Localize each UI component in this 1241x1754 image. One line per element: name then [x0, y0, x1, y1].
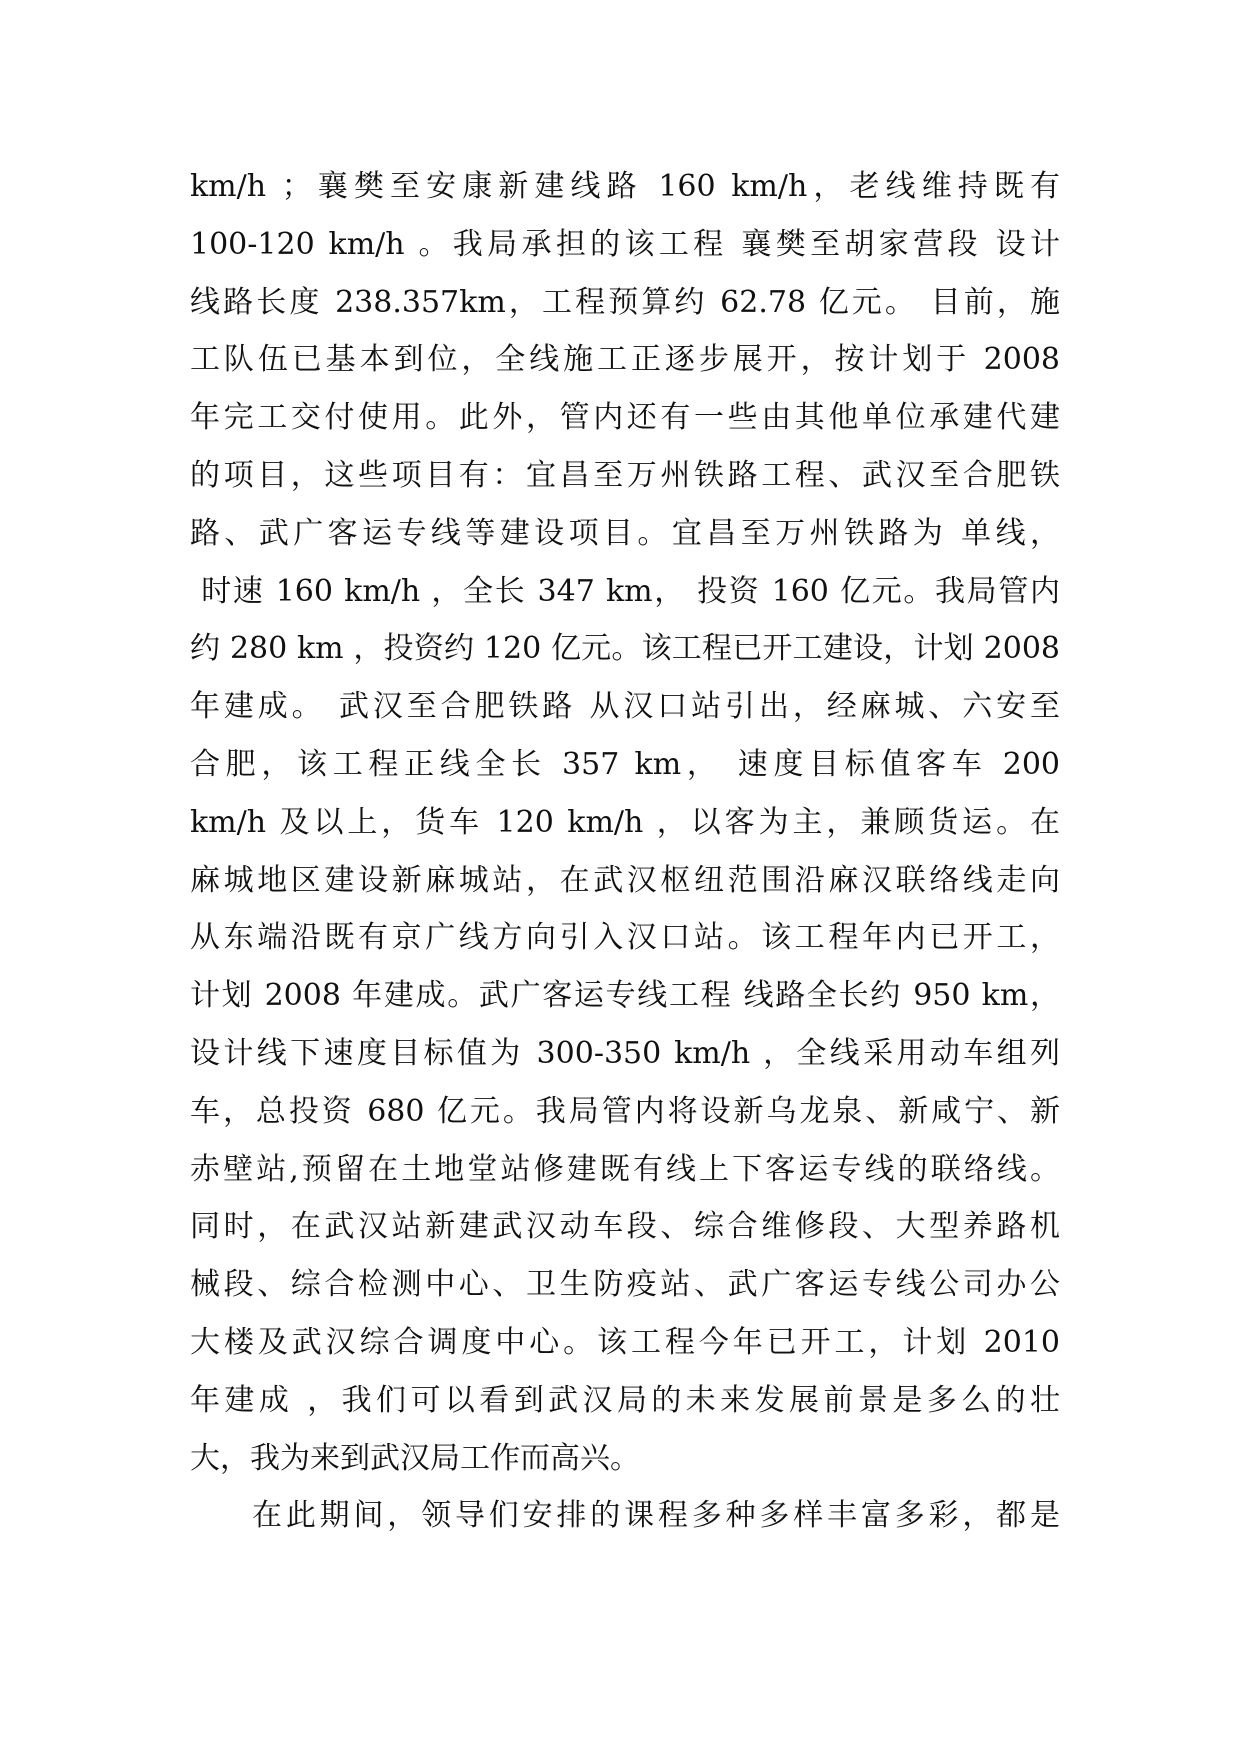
text-line-12: km/h 及以上，货车 120 km/h ，以客为主，兼顾货运。在 [190, 804, 1060, 840]
text-line-6: 的项目，这些项目有：宜昌至万州铁路工程、武汉至合肥铁 [190, 457, 1060, 493]
text-line-5: 年完工交付使用。此外，管内还有一些由其他单位承建代建 [190, 400, 1060, 436]
text-line-23: 大，我为来到武汉局工作而高兴。 [190, 1440, 640, 1476]
text-line-3: 线路长度 238.357km，工程预算约 62.78 亿元。 目前，施 [190, 284, 1060, 320]
text-line-18: 赤壁站,预留在土地堂站修建既有线上下客运专线的联络线。 [190, 1151, 1060, 1187]
text-line-7: 路、武广客运专线等建设项目。宜昌至万州铁路为 单线， [190, 515, 1060, 551]
text-line-14: 从东端沿既有京广线方向引入汉口站。该工程年内已开工， [190, 920, 1060, 956]
text-line-4: 工队伍已基本到位，全线施工正逐步展开，按计划于 2008 [190, 342, 1060, 378]
text-line-17: 车，总投资 680 亿元。我局管内将设新乌龙泉、新咸宁、新 [190, 1093, 1060, 1129]
text-line-13: 麻城地区建设新麻城站，在武汉枢纽范围沿麻汉联络线走向 [190, 862, 1060, 898]
text-line-19: 同时，在武汉站新建武汉动车段、综合维修段、大型养路机 [190, 1209, 1060, 1245]
text-line-22: 年建成 ，我们可以看到武汉局的未来发展前景是多么的壮 [190, 1382, 1060, 1418]
text-line-16: 设计线下速度目标值为 300-350 km/h ，全线采用动车组列 [190, 1035, 1060, 1071]
text-line-24: 在此期间，领导们安排的课程多种多样丰富多彩，都是 [252, 1498, 1060, 1534]
body-text [190, 158, 1060, 1545]
text-line-20: 械段、综合检测中心、卫生防疫站、武广客运专线公司办公 [190, 1267, 1060, 1303]
text-line-9: 约 280 km ，投资约 120 亿元。该工程已开工建设，计划 2008 [190, 631, 1060, 667]
text-line-15: 计划 2008 年建成。武广客运专线工程 线路全长约 950 km， [190, 978, 1060, 1014]
text-line-11: 合肥，该工程正线全长 357 km， 速度目标值客车 200 [190, 746, 1060, 782]
text-line-1: km/h ；襄樊至安康新建线路 160 km/h，老线维持既有 [190, 169, 1060, 204]
text-line-21: 大楼及武汉综合调度中心。该工程今年已开工，计划 2010 [190, 1324, 1060, 1360]
text-line-2: 100-120 km/h 。我局承担的该工程 襄樊至胡家营段 设计 [190, 226, 1060, 262]
text-line-8: 时速 160 km/h ，全长 347 km， 投资 160 亿元。我局管内 [190, 573, 1060, 609]
text-line-10: 年建成。 武汉至合肥铁路 从汉口站引出，经麻城、六安至 [190, 689, 1060, 725]
